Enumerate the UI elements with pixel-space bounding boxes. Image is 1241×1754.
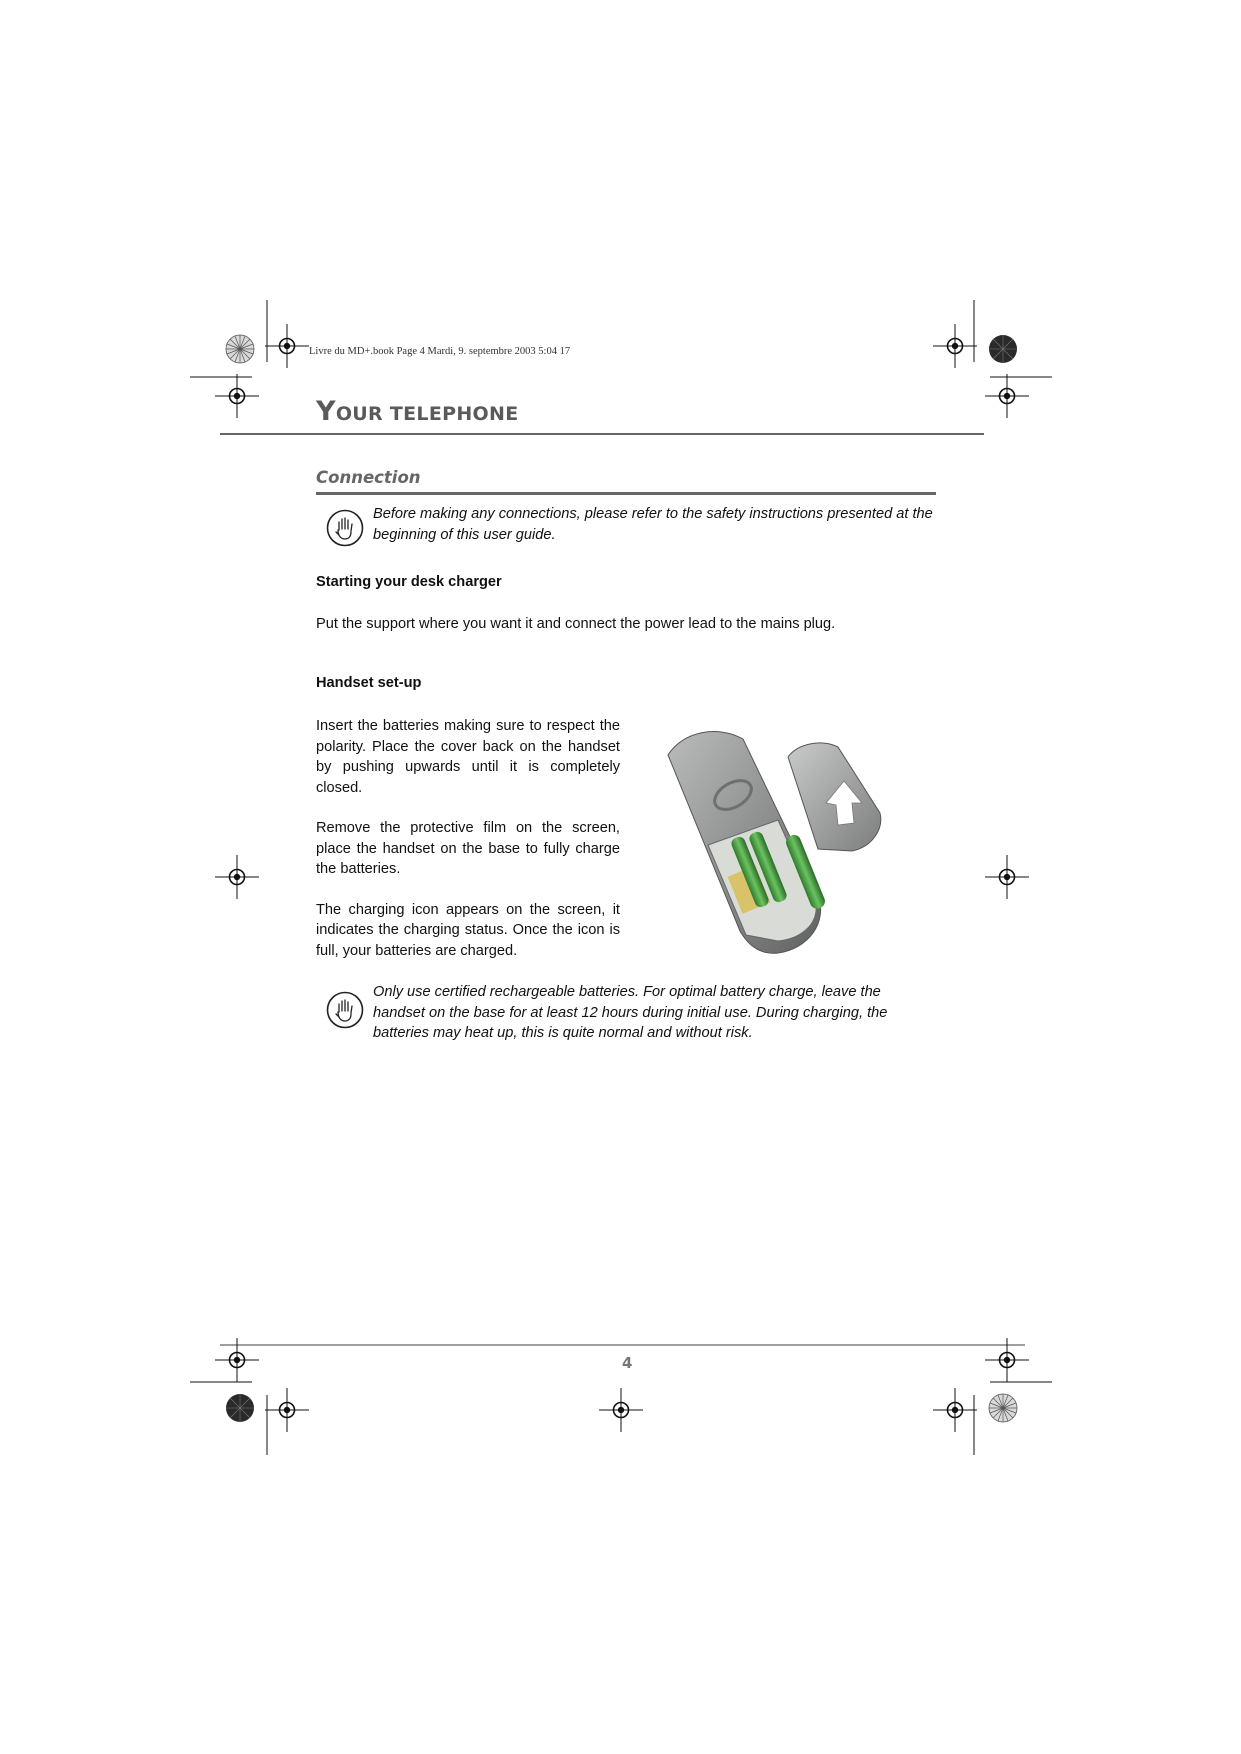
hand-warning-icon — [325, 990, 365, 1030]
desk-charger-text: Put the support where you want it and connect the power lead to the mains plug. — [316, 616, 836, 632]
page-title-rest: OUR TELEPHONE — [335, 403, 519, 425]
page-title-initial: Y — [316, 396, 336, 427]
print-job-info: Livre du MD+.book Page 4 Mardi, 9. septembre 2003 5:04 17 — [309, 346, 571, 357]
hand-warning-icon — [325, 508, 365, 548]
color-bar-starburst — [989, 335, 1017, 363]
safety-note-text: Before making any connections, please refer to the safety instructions presented at the beginning of this user guide. — [373, 506, 933, 543]
title-rule — [220, 433, 984, 435]
color-bar-starburst — [989, 1394, 1017, 1422]
section-rule — [316, 492, 936, 495]
handset-step-paragraph: Insert the batteries making sure to respect the polarity. Place the cover back on the handset by pushing upwards until it is completely closed. — [316, 718, 620, 796]
color-bar-starburst — [226, 1394, 254, 1422]
page-number: 4 — [622, 1354, 633, 1372]
color-bar-starburst — [226, 335, 254, 363]
handset-battery-insertion-illustration — [648, 725, 948, 975]
handset-step-paragraph: The charging icon appears on the screen, it indicates the charging status. Once the icon is full, your batteries are charged. — [316, 901, 620, 959]
handset-step-paragraph: Remove the protective film on the screen, place the handset on the base to fully charge the batteries. — [316, 820, 620, 877]
battery-note-text: Only use certified rechargeable batteries. For optimal battery charge, leave the handset on the base for at least 12 hours during initial use. During charging, the batteries may heat up, this is quite normal and without risk. — [373, 984, 888, 1041]
battery-note — [373, 982, 925, 1044]
handset-setup-heading: Handset set-up — [316, 675, 422, 691]
desk-charger-heading: Starting your desk charger — [316, 574, 502, 590]
page-title — [316, 396, 518, 427]
handset-setup-body — [316, 716, 620, 981]
safety-note — [373, 504, 945, 545]
section-heading: Connection — [316, 468, 421, 487]
